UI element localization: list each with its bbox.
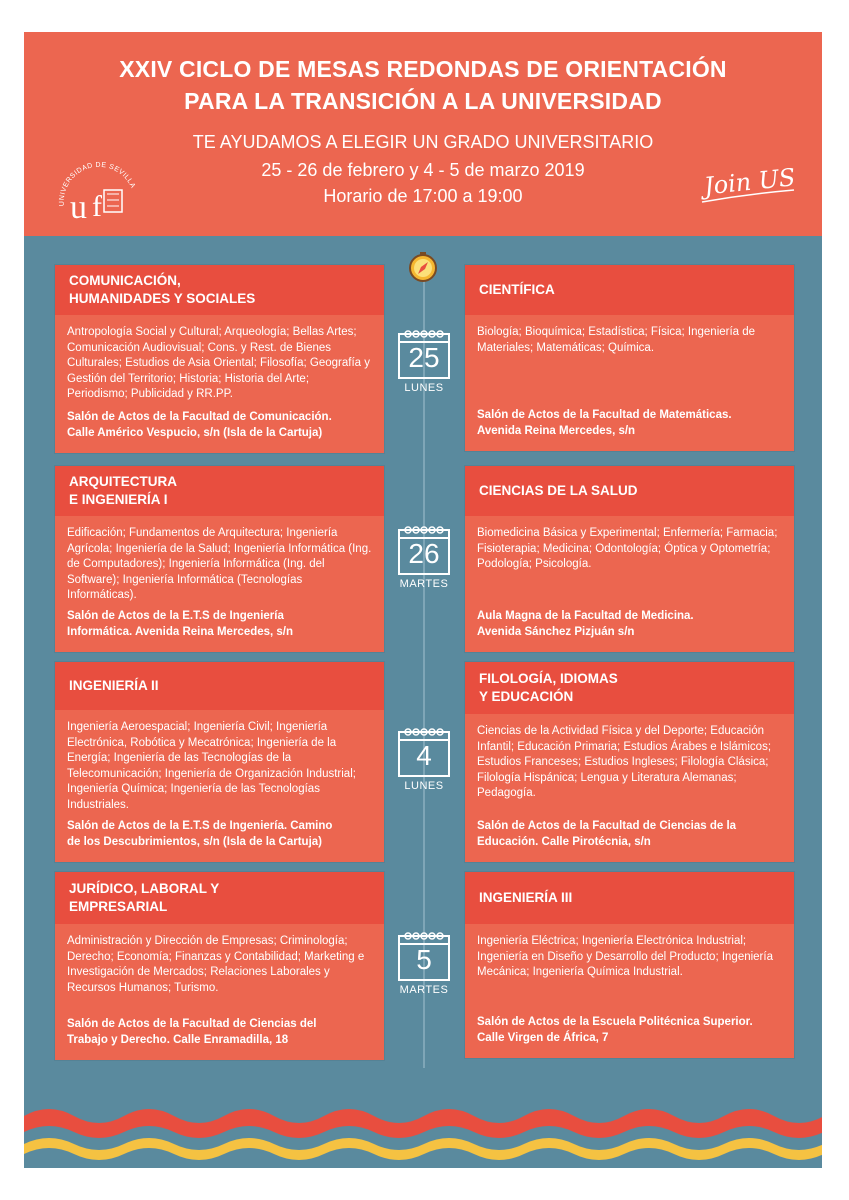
- card-location: Aula Magna de la Facultad de Medicina. Avenida Sánchez Pizjuán s/n: [477, 610, 694, 638]
- card-header: [55, 872, 384, 924]
- calendar-day-5: [396, 930, 452, 996]
- card-degrees: Ingeniería Aeroespacial; Ingeniería Civil; Ingeniería Electrónica, Robótica y Mecatrónica; Ingeniería de la Energía; Ingeniería de las Tecnologías de la Telecomunicación; Ingeniería de Organización Industrial; Ingeniería Química; Ingeniería de las Tecnologías Industriales.: [67, 721, 356, 811]
- day-number: 26: [408, 538, 440, 569]
- day-weekday: LUNES: [404, 382, 444, 394]
- decorative-waves: [24, 1072, 822, 1168]
- card-degrees: Administración y Dirección de Empresas; Criminología; Derecho; Economía; Finanzas y Contabilidad; Marketing e Investigación de Mercados; Relaciones Laborales y Recursos Humanos; Turismo.: [67, 935, 365, 994]
- card-ingenieria-3: [465, 872, 794, 1058]
- card-header: [465, 466, 794, 516]
- card-comunicacion: [55, 265, 384, 453]
- card-ingenieria-2: [55, 662, 384, 862]
- title-line-1: XXIV CICLO DE MESAS REDONDAS DE ORIENTACIÓN: [119, 56, 727, 82]
- subtitle: TE AYUDAMOS A ELEGIR UN GRADO UNIVERSITARIO: [192, 132, 654, 152]
- event-dates: 25 - 26 de febrero y 4 - 5 de marzo 2019: [261, 160, 585, 180]
- header-banner: [24, 32, 822, 236]
- card-location: Salón de Actos de la Facultad de Ciencias de la Educación. Calle Pirotécnia, s/n: [477, 820, 737, 848]
- card-title: INGENIERÍA III: [479, 890, 573, 905]
- day-number: 25: [408, 342, 440, 373]
- join-us-signature-icon: [698, 158, 798, 208]
- card-title: INGENIERÍA II: [69, 678, 159, 693]
- card-degrees: Biología; Bioquímica; Estadística; Física; Ingeniería de Materiales; Matemáticas; Química.: [477, 326, 756, 354]
- card-cientifica: [465, 265, 794, 451]
- card-location: Salón de Actos de la Facultad de Ciencias del Trabajo y Derecho. Calle Enramadilla, 18: [67, 1018, 317, 1046]
- card-location: Salón de Actos de la Facultad de Comunicación. Calle Américo Vespucio, s/n (Isla de la Cartuja): [67, 411, 332, 439]
- card-header: [55, 466, 384, 516]
- calendar-day-4: [396, 726, 452, 792]
- card-header: [55, 662, 384, 710]
- poster: [24, 32, 822, 1168]
- card-degrees: Ingeniería Eléctrica; Ingeniería Electrónica Industrial; Ingeniería en Diseño y Desarrollo del Producto; Ingeniería Mecánica; Ingeniería Química Industrial.: [477, 935, 773, 978]
- card-header: [465, 872, 794, 924]
- join-us-text: Join US: [702, 163, 797, 201]
- day-weekday: MARTES: [399, 578, 449, 590]
- card-title: FILOLOGÍA, IDIOMAS Y EDUCACIÓN: [479, 671, 618, 704]
- card-title: ARQUITECTURA E INGENIERÍA I: [69, 474, 177, 507]
- day-number: 4: [416, 740, 432, 771]
- card-degrees: Edificación; Fundamentos de Arquitectura; Ingeniería Agrícola; Ingeniería de la Salud; Ingeniería Informática (Ing. de Computadores); Ingeniería Informática (Ing. del Software); Ingeniería Informática (Tecnologías Informáticas).: [67, 527, 372, 601]
- card-header: [465, 662, 794, 714]
- card-degrees: Ciencias de la Actividad Física y del Deporte; Educación Infantil; Educación Primaria; Estudios Árabes e Islámicos; Estudios Franceses; Estudios Ingleses; Filología Clásica; Filología Hispánica; Lengua y Literatura Alemanas; Pedagogía.: [477, 725, 772, 799]
- svg-text:u: u: [70, 189, 87, 224]
- card-location: Salón de Actos de la Facultad de Matemáticas. Avenida Reina Mercedes, s/n: [477, 409, 732, 437]
- card-juridico: [55, 872, 384, 1060]
- title-line-2: PARA LA TRANSICIÓN A LA UNIVERSIDAD: [184, 88, 662, 114]
- day-number: 5: [416, 944, 432, 975]
- compass-icon: [406, 250, 440, 284]
- card-ciencias-salud: [465, 466, 794, 652]
- card-title: COMUNICACIÓN, HUMANIDADES Y SOCIALES: [69, 273, 256, 306]
- event-hours: Horario de 17:00 a 19:00: [323, 186, 523, 206]
- card-degrees: Biomedicina Básica y Experimental; Enfermería; Farmacia; Fisioterapia; Medicina; Odontología; Óptica y Optometría; Podología; Psicología.: [477, 527, 778, 570]
- calendar-day-26: [396, 524, 452, 590]
- card-title: CIENCIAS DE LA SALUD: [479, 483, 638, 498]
- svg-text:f: f: [92, 190, 102, 223]
- card-location: Salón de Actos de la E.T.S de Ingeniería. Camino de los Descubrimientos, s/n (Isla de la Cartuja): [67, 820, 333, 848]
- card-header: [465, 265, 794, 315]
- university-logo: [52, 154, 144, 224]
- card-header: [55, 265, 384, 315]
- card-title: CIENTÍFICA: [479, 282, 555, 297]
- calendar-day-25: [396, 328, 452, 394]
- card-degrees: Antropología Social y Cultural; Arqueología; Bellas Artes; Comunicación Audiovisual; Cons. y Rest. de Bienes Culturales; Estudios de Asia Oriental; Filosofía; Geografía y Gestión del Territorio; Historia; Historia del Arte; Periodismo; Publicidad y RR.PP.: [67, 326, 370, 400]
- card-location: Salón de Actos de la E.T.S de Ingeniería Informática. Avenida Reina Mercedes, s/n: [67, 610, 294, 638]
- day-weekday: LUNES: [404, 780, 444, 792]
- card-location: Salón de Actos de la Escuela Politécnica Superior. Calle Virgen de África, 7: [477, 1016, 753, 1044]
- day-weekday: MARTES: [399, 984, 449, 996]
- card-title: JURÍDICO, LABORAL Y EMPRESARIAL: [69, 881, 220, 914]
- join-us-signature: [698, 158, 798, 208]
- card-arquitectura: [55, 466, 384, 652]
- card-filologia: [465, 662, 794, 862]
- logo-text: UNIVERSIDAD DE SEVILLA: [58, 161, 137, 207]
